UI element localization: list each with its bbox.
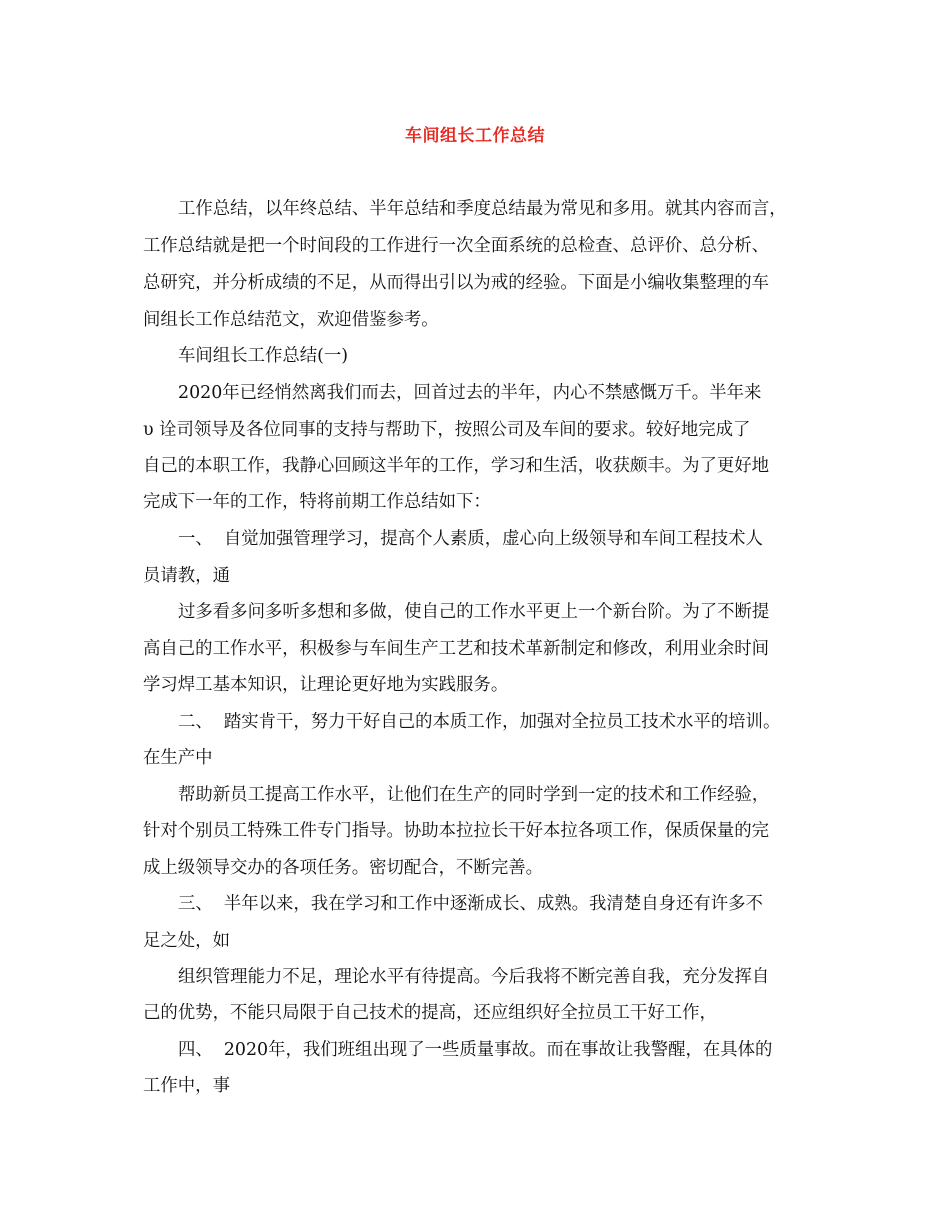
paragraph-line: 组织管理能力不足，理论水平有待提高。今后我将不断完善自我，充分发挥自 bbox=[178, 967, 770, 987]
paragraph-line: 帮助新员工提高工作水平，让他们在生产的同时学到一定的技术和工作经验， bbox=[178, 785, 770, 805]
paragraph-line: 工作中，事 bbox=[143, 1076, 230, 1096]
paragraph-line: υ 诠司领导及各位同事的支持与帮助下，按照公司及车间的要求。较好地完成了 bbox=[143, 420, 751, 440]
paragraph-line: 过多看多问多听多想和多做，使自己的工作水平更上一个新台阶。为了不断提 bbox=[178, 602, 770, 622]
paragraph-line: 一、 自觉加强管理学习，提高个人素质，虚心向上级领导和车间工程技术人 bbox=[178, 529, 763, 549]
paragraph-line: 成上级领导交办的各项任务。密切配合，不断完善。 bbox=[143, 858, 543, 878]
section-heading: 车间组长工作总结(一) bbox=[178, 346, 349, 366]
paragraph-line: 四、 2020年，我们班组出现了一些质量事故。而在事故让我警醒，在具体的 bbox=[178, 1040, 773, 1060]
paragraph-line: 学习焊工基本知识，让理论更好地为实践服务。 bbox=[143, 675, 509, 695]
paragraph-line: 自己的本职工作，我静心回顾这半年的工作，学习和生活，收获颇丰。为了更好地 bbox=[143, 456, 770, 476]
document-title: 车间组长工作总结 bbox=[405, 126, 545, 146]
paragraph-line: 工作总结就是把一个时间段的工作进行一次全面系统的总检查、总评价、总分析、 bbox=[143, 236, 770, 256]
paragraph-line: 总研究，并分析成绩的不足，从而得出引以为戒的经验。下面是小编收集整理的车 bbox=[143, 273, 770, 293]
paragraph-line: 员请教，通 bbox=[143, 566, 230, 586]
paragraph-line: 针对个别员工特殊工件专门指导。协助本拉拉长干好本拉各项工作，保质保量的完 bbox=[143, 821, 770, 841]
paragraph-line: 在生产中 bbox=[143, 748, 213, 768]
paragraph-line: 2020年已经悄然离我们而去，回首过去的半年，内心不禁感慨万千。半年来 bbox=[178, 383, 762, 403]
paragraph-line: 完成下一年的工作，特将前期工作总结如下： bbox=[143, 492, 491, 512]
paragraph-line: 足之处，如 bbox=[143, 931, 230, 951]
paragraph-line: 间组长工作总结范文，欢迎借鉴参考。 bbox=[143, 310, 439, 330]
paragraph-line: 三、 半年以来，我在学习和工作中逐渐成长、成熟。我清楚自身还有许多不 bbox=[178, 894, 763, 914]
paragraph-line: 己的优势，不能只局限于自己技术的提高，还应组织好全拉员工干好工作， bbox=[143, 1003, 717, 1023]
paragraph-line: 工作总结，以年终总结、半年总结和季度总结最为常见和多用。就其内容而言， bbox=[178, 199, 787, 219]
paragraph-line: 高自己的工作水平，积极参与车间生产工艺和技术革新制定和修改，利用业余时间 bbox=[143, 639, 770, 659]
paragraph-line: 二、 踏实肯干，努力干好自己的本质工作，加强对全拉员工技术水平的培训。 bbox=[178, 712, 781, 732]
